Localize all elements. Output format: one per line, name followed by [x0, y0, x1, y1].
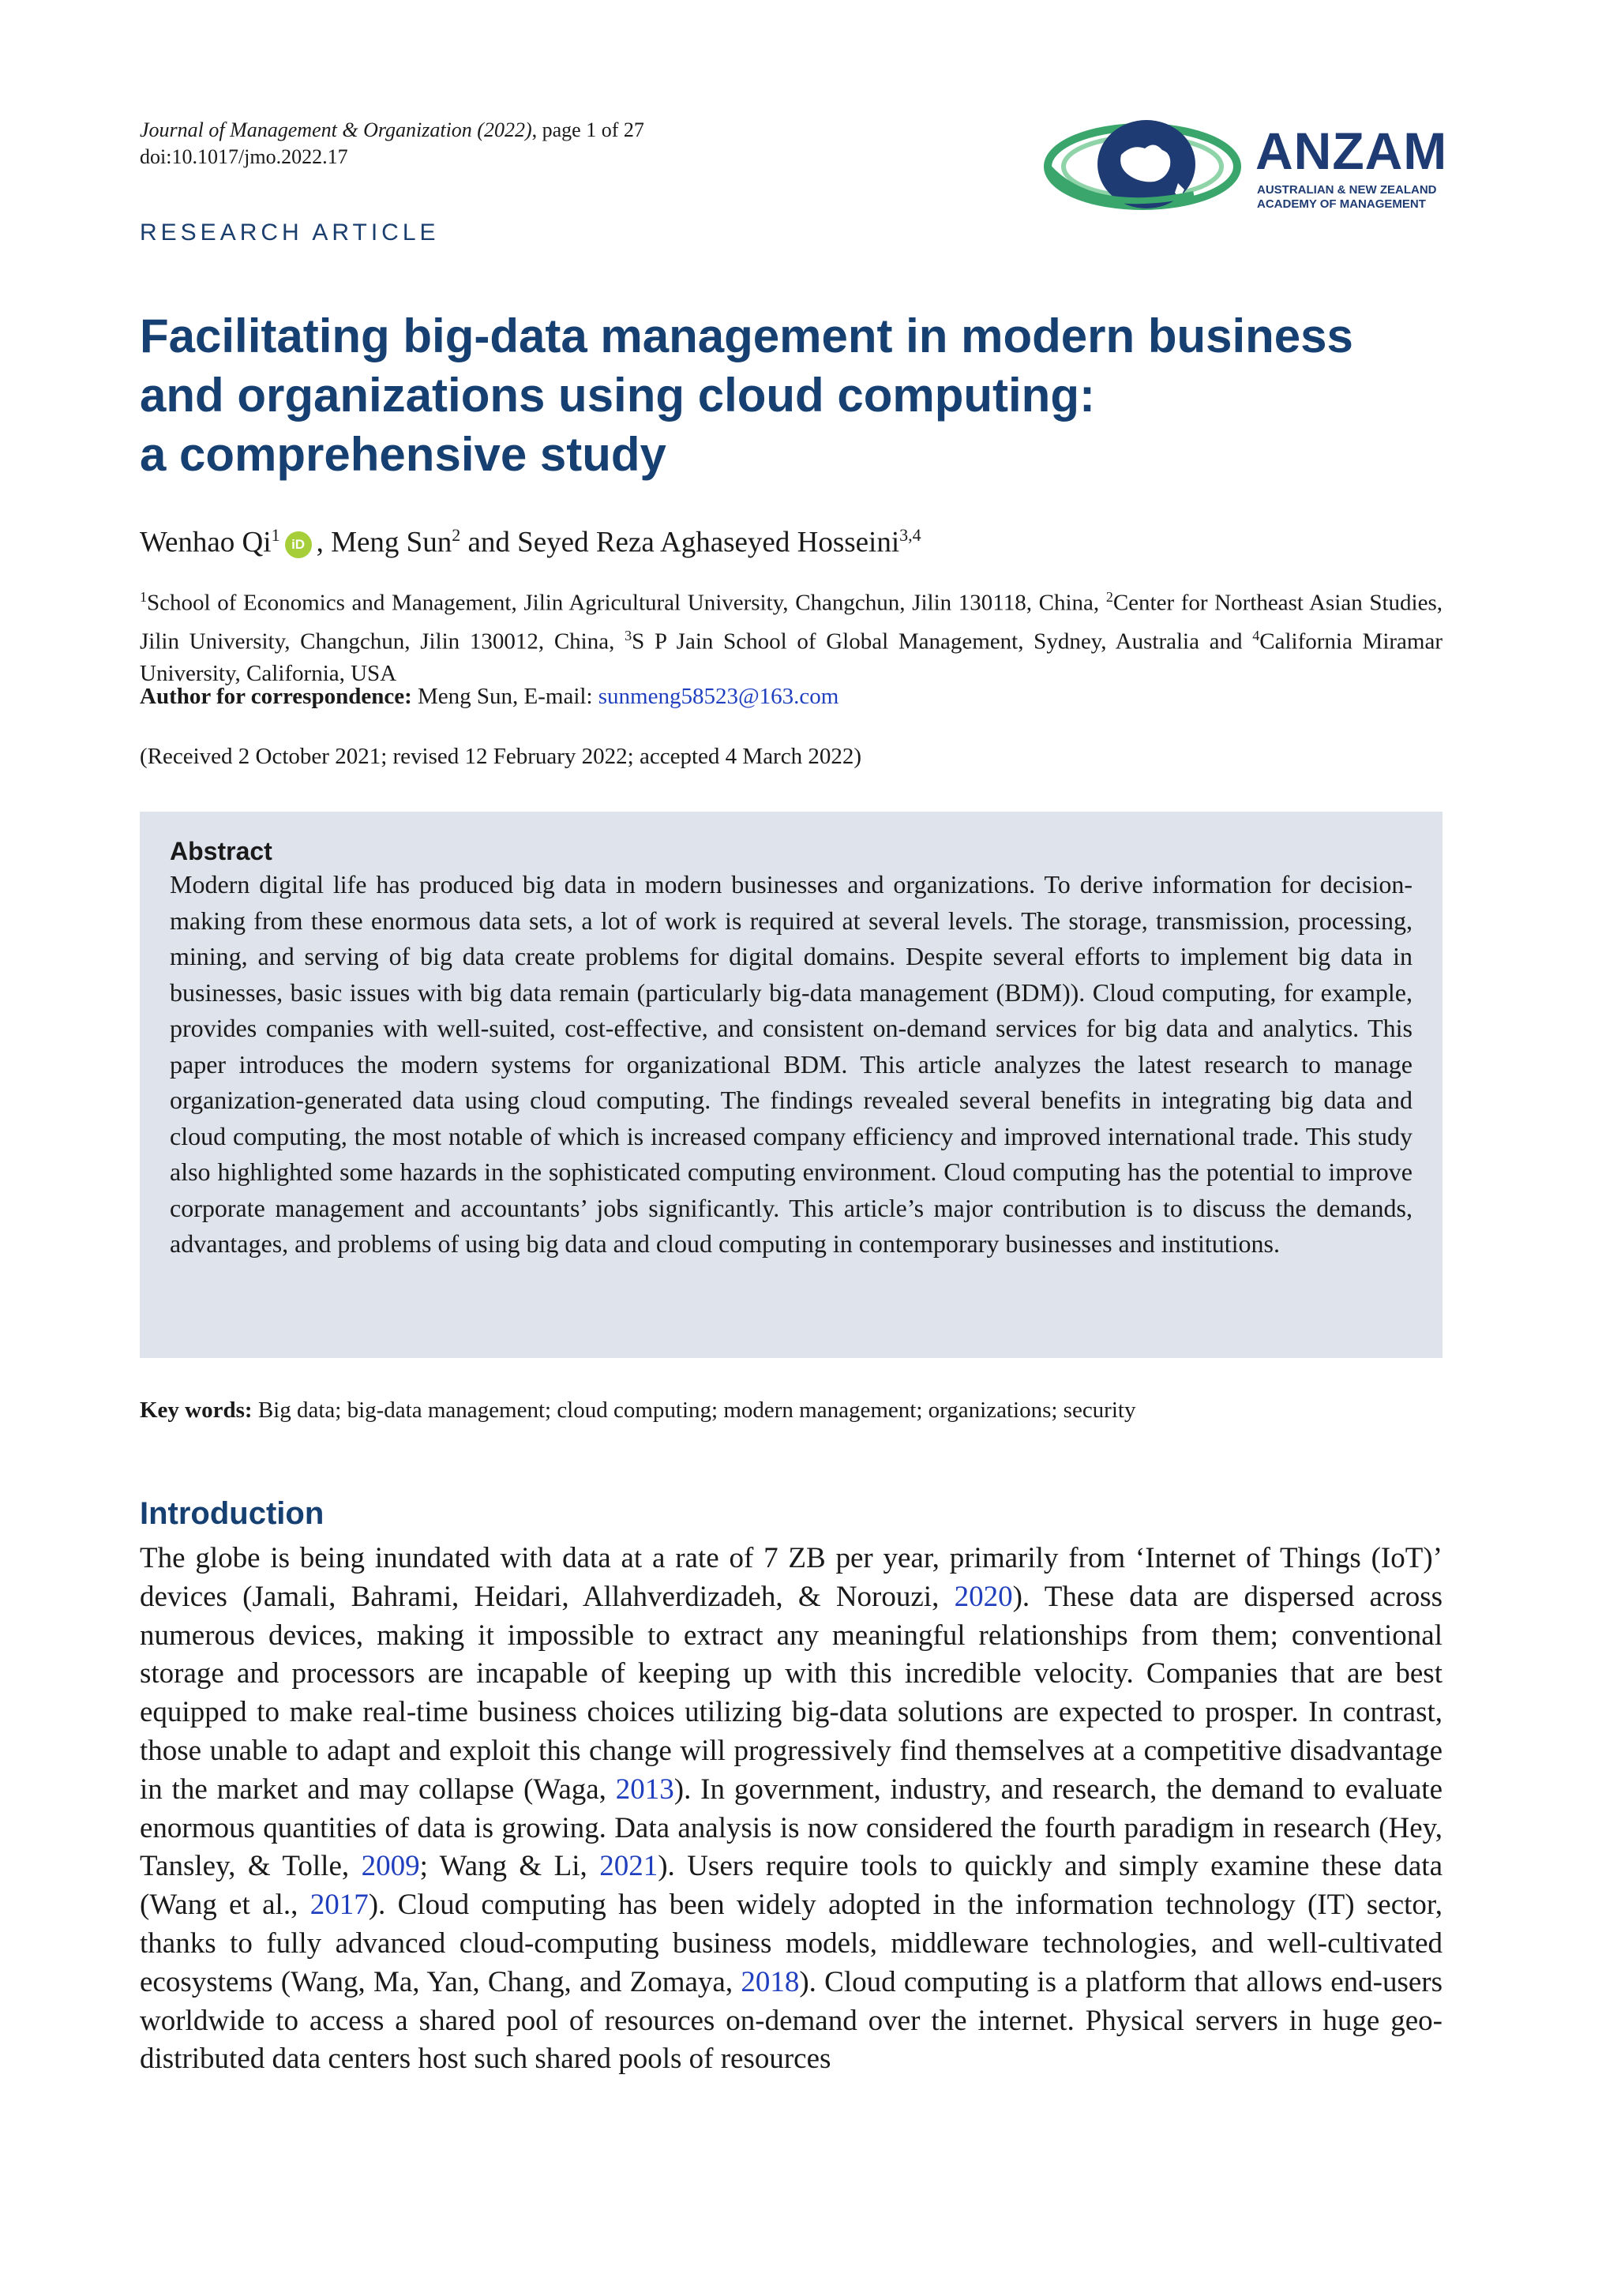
anzam-logo [1044, 117, 1448, 216]
abstract-heading: Abstract [170, 837, 272, 865]
affiliation-mark: 2 [1105, 589, 1113, 605]
author-name: Wenhao Qi [140, 526, 272, 559]
body-text: ). Cloud computing has been widely adopted in the information technology (IT) sector, thanks to fully advanced cloud-computing business models, middleware technologies, and well-cultivated ecosystems (Wang, Ma, Yan, Chang, and Zomaya, [140, 1889, 1443, 1998]
body-text: The globe is being inundated with data at a rate of 7 ZB per year, primarily from ‘Internet of Things (IoT)’ devices (Jamali, Bahrami, Heidari, Allahverdizadeh, & Norouzi, [140, 1542, 1443, 1613]
journal-citation [140, 117, 644, 144]
author-affiliation-mark: 2 [452, 525, 461, 545]
journal-name: Journal of Management & Organization (2022) [140, 118, 532, 141]
article-type: RESEARCH ARTICLE [140, 219, 440, 246]
page-info: , page 1 of 27 [531, 118, 644, 141]
body-text: ). In government, industry, and research, the demand to evaluate enormous quantities of data is growing. Data analysis is now considered the fourth paradigm in research (Hey, Tansley, & Tolle, [140, 1773, 1443, 1883]
affiliation-mark: 4 [1252, 627, 1260, 643]
keywords [140, 1394, 1135, 1426]
article-title [140, 306, 1443, 484]
author-list [140, 517, 921, 561]
affiliation-text: School of Economics and Management, Jilin Agricultural University, Changchun, Jilin 130118, China, [147, 590, 1106, 616]
citation-link[interactable]: 2021 [599, 1850, 658, 1883]
affiliations [140, 581, 1443, 690]
correspondence [140, 681, 839, 713]
affiliation-text: Center for Northeast Asian Studies, Jilin University, Changchun, Jilin 130012, China, [140, 590, 1443, 655]
keywords-text: Big data; big-data management; cloud computing; modern management; organizations; security [252, 1397, 1136, 1423]
citation-link[interactable]: 2017 [310, 1889, 369, 1922]
correspondence-label: Author for correspondence: [140, 684, 412, 709]
author-affiliation-mark: 3,4 [899, 525, 921, 545]
affiliation-mark: 3 [625, 627, 632, 643]
author-affiliation-mark: 1 [271, 525, 280, 545]
journal-header [140, 117, 644, 171]
logo-wordmark: ANZAM [1255, 122, 1448, 180]
abstract-box [140, 812, 1443, 1358]
correspondence-text: Meng Sun, E-mail: [411, 684, 598, 709]
doi: doi:10.1017/jmo.2022.17 [140, 145, 348, 168]
citation-link[interactable]: 2020 [954, 1580, 1013, 1613]
author-name: and Seyed Reza Aghaseyed Hosseini [460, 526, 900, 559]
logo-subtitle [1257, 183, 1446, 212]
title-line: Facilitating big-data management in modern business [140, 310, 1353, 362]
citation-link[interactable]: 2013 [615, 1773, 674, 1806]
orcid-icon[interactable]: iD [285, 531, 312, 558]
citation-link[interactable]: 2018 [741, 1965, 800, 1998]
received-dates: (Received 2 October 2021; revised 12 February 2022; accepted 4 March 2022) [140, 744, 861, 769]
body-text: ). These data are dispersed across numerous devices, making it impossible to extract any meaningful relationships from them; conventional storage and processors are incapable of keeping up with this incredible velocity. Companies that are best equipped to make real-time business choices utilizing big-data solutions are expected to prosper. In contrast, those unable to adapt and exploit this change will progressively find themselves at a competitive disadvantage in the market and may collapse (Waga, [140, 1580, 1443, 1806]
affiliation-mark: 1 [140, 589, 147, 605]
abstract-text: Modern digital life has produced big data in modern businesses and organizations. To derive information for decision-making from these enormous data sets, a lot of work is required at several levels. The storage, transmission, processing, mining, and serving of big data create problems for digital domains. Despite several efforts to implement big data in businesses, basic issues with big data remain (particularly big-data management (BDM)). Cloud computing, for example, provides companies with well-suited, cost-effective, and consistent on-demand services for big data and analytics. This paper introduces the modern systems for organizational BDM. This article analyzes the latest research to manage organization-generated data using cloud computing. The findings revealed several benefits in integrating big data and cloud computing, the most notable of which is increased company efficiency and improved international trade. This study also highlighted some hazards in the sophisticated computing environment. Cloud computing has the potential to improve corporate management and accountants’ jobs significantly. This article’s major contribution is to discuss the demands, advantages, and problems of using big data and cloud computing in contemporary businesses and institutions. [170, 870, 1413, 1258]
globe-logo-icon [1044, 117, 1241, 216]
title-line: and organizations using cloud computing: [140, 369, 1095, 422]
email-link[interactable]: sunmeng58523@163.com [598, 684, 839, 709]
affiliation-text: California Miramar University, California, USA [140, 628, 1443, 687]
title-line: a comprehensive study [140, 428, 666, 481]
citation-link[interactable]: 2009 [361, 1850, 420, 1883]
author-name: , Meng Sun [316, 526, 452, 559]
body-text: ). Users require tools to quickly and simply examine these data (Wang et al., [140, 1850, 1443, 1922]
logo-subtitle-line: AUSTRALIAN & NEW ZEALAND [1257, 183, 1437, 197]
introduction-heading: Introduction [140, 1496, 325, 1531]
introduction-paragraph [140, 1540, 1443, 2079]
keywords-label: Key words: [140, 1397, 253, 1423]
logo-subtitle-line: ACADEMY OF MANAGEMENT [1257, 197, 1426, 211]
affiliation-text: S P Jain School of Global Management, Sydney, Australia and [632, 628, 1253, 655]
body-text: ; Wang & Li, [419, 1850, 600, 1883]
body-text: ). Cloud computing is a platform that allows end-users worldwide to access a shared pool of resources on-demand over the internet. Physical servers in huge geo-distributed data centers host such shared pools of resources [140, 1965, 1443, 2076]
